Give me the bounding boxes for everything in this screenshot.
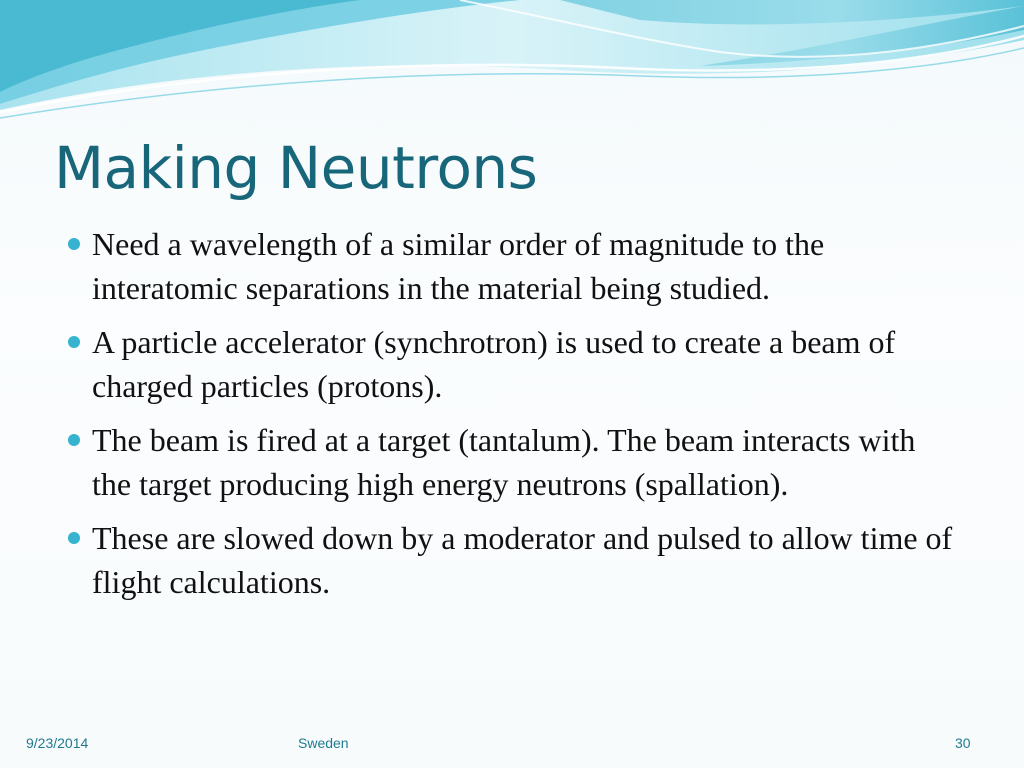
bullet-item bbox=[62, 222, 962, 310]
bullet-text: A particle accelerator (synchrotron) is used to create a beam of charged particles (protons). bbox=[92, 324, 896, 404]
bullet-icon bbox=[68, 238, 80, 250]
bullet-icon bbox=[68, 336, 80, 348]
header-wave-decoration bbox=[0, 0, 1024, 130]
bullet-item bbox=[62, 516, 962, 604]
slide-number: 30 bbox=[955, 735, 971, 751]
bullet-item bbox=[62, 320, 962, 408]
footer-center-text: Sweden bbox=[298, 735, 349, 751]
bullet-item bbox=[62, 418, 962, 506]
bullet-text: These are slowed down by a moderator and pulsed to allow time of flight calculations. bbox=[92, 520, 953, 600]
bullet-text: Need a wavelength of a similar order of magnitude to the interatomic separations in the material being studied. bbox=[92, 226, 825, 306]
bullet-icon bbox=[68, 434, 80, 446]
bullet-list bbox=[62, 222, 962, 614]
footer-date: 9/23/2014 bbox=[26, 735, 89, 751]
slide-title: Making Neutrons bbox=[54, 134, 538, 202]
bullet-text: The beam is fired at a target (tantalum). The beam interacts with the target producing high energy neutrons (spallation). bbox=[92, 422, 916, 502]
bullet-icon bbox=[68, 532, 80, 544]
